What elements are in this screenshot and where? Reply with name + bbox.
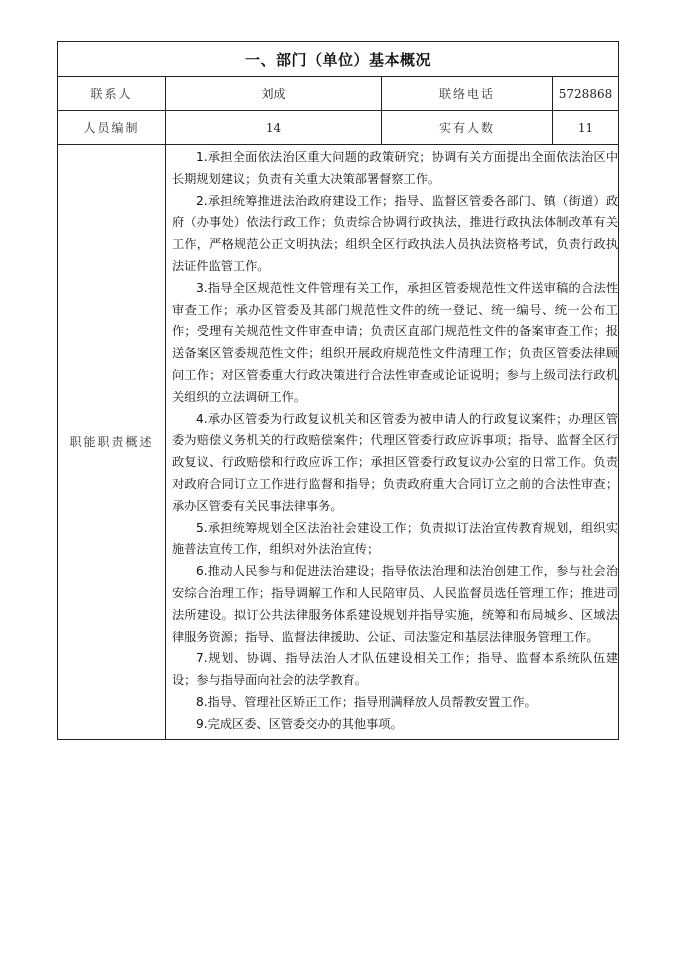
contact-name: 刘成: [166, 77, 382, 111]
duty-item-6: 6.推动人民参与和促进法治建设；指导依法治理和法治创建工作，参与社会治安综合治理工作；指导调解工作和人民陪审员、人民监督员选任管理工作；推进司法所建设。拟订公共法律服务体系建设规划并指导实施，统筹和布局城乡、区域法律服务资源；指导、监督法律援助、公证、司法鉴定和基层法律服务管理工作。: [172, 564, 619, 644]
contact-label: 联系人: [58, 77, 166, 111]
quota-label: 人员编制: [58, 111, 166, 145]
duty-item-5: 5.承担统筹规划全区法治社会建设工作；负责拟订法治宣传教育规划，组织实施普法宣传工作，组织对外法治宣传；: [172, 520, 619, 557]
actual-label: 实有人数: [382, 111, 553, 145]
duty-item-3: 3.指导全区规范性文件管理有关工作，承担区管委规范性文件送审稿的合法性审查工作；承办区管委及其部门规范性文件的统一登记、统一编号、统一公布工作；受理有关规范性文件审查申请；负责区直部门规范性文件的备案审查工作；报送备案区管委规范性文件；组织开展政府规范性文件清理工作；负责区管委法律顾问工作；对区管委重大行政决策进行合法性审查或论证说明；参与上级司法行政机关组织的立法调研工作。: [172, 280, 619, 404]
staffing-row: [58, 111, 619, 145]
quota-value: 14: [166, 111, 382, 145]
duties-content: [166, 145, 619, 740]
duty-item-9: 9.完成区委、区管委交办的其他事项。: [196, 716, 403, 731]
basic-info-table: [57, 41, 619, 740]
duties-row: [58, 145, 619, 740]
duty-item-7: 7.规划、协调、指导法治人才队伍建设相关工作；指导、监督本系统队伍建设；参与指导面向社会的法学教育。: [172, 651, 619, 688]
duty-item-1: 1.承担全面依法治区重大问题的政策研究；协调有关方面提出全面依法治区中长期规划建议；负责有关重大决策部署督察工作。: [172, 150, 619, 186]
phone-value: 5728868: [553, 77, 619, 111]
actual-value: 11: [553, 111, 619, 145]
duty-item-4: 4.承办区管委为行政复议机关和区管委为被申请人的行政复议案件；办理区管委为赔偿义务机关的行政赔偿案件；代理区管委行政应诉事项；指导、监督全区行政复议、行政赔偿和行政应诉工作；承担区管委行政复议办公室的日常工作。负责对政府合同订立工作进行监督和指导；负责政府重大合同订立之前的合法性审查；承办区管委有关民事法律事务。: [172, 411, 619, 513]
duty-item-2: 2.承担统筹推进法治政府建设工作；指导、监督区管委各部门、镇（街道）政府（办事处）依法行政工作；负责综合协调行政执法，推进行政执法体制改革有关工作，严格规范公正文明执法；组织全区行政执法人员执法资格考试，负责行政执法证件监管工作。: [172, 193, 619, 273]
title-row: [58, 42, 619, 77]
phone-label: 联络电话: [382, 77, 553, 111]
duty-item-8: 8.指导、管理社区矫正工作；指导刑满释放人员帮教安置工作。: [196, 694, 537, 709]
section-title: 一、部门（单位）基本概况: [58, 42, 619, 77]
duties-label: 职能职责概述: [58, 145, 166, 740]
contact-row: [58, 77, 619, 111]
